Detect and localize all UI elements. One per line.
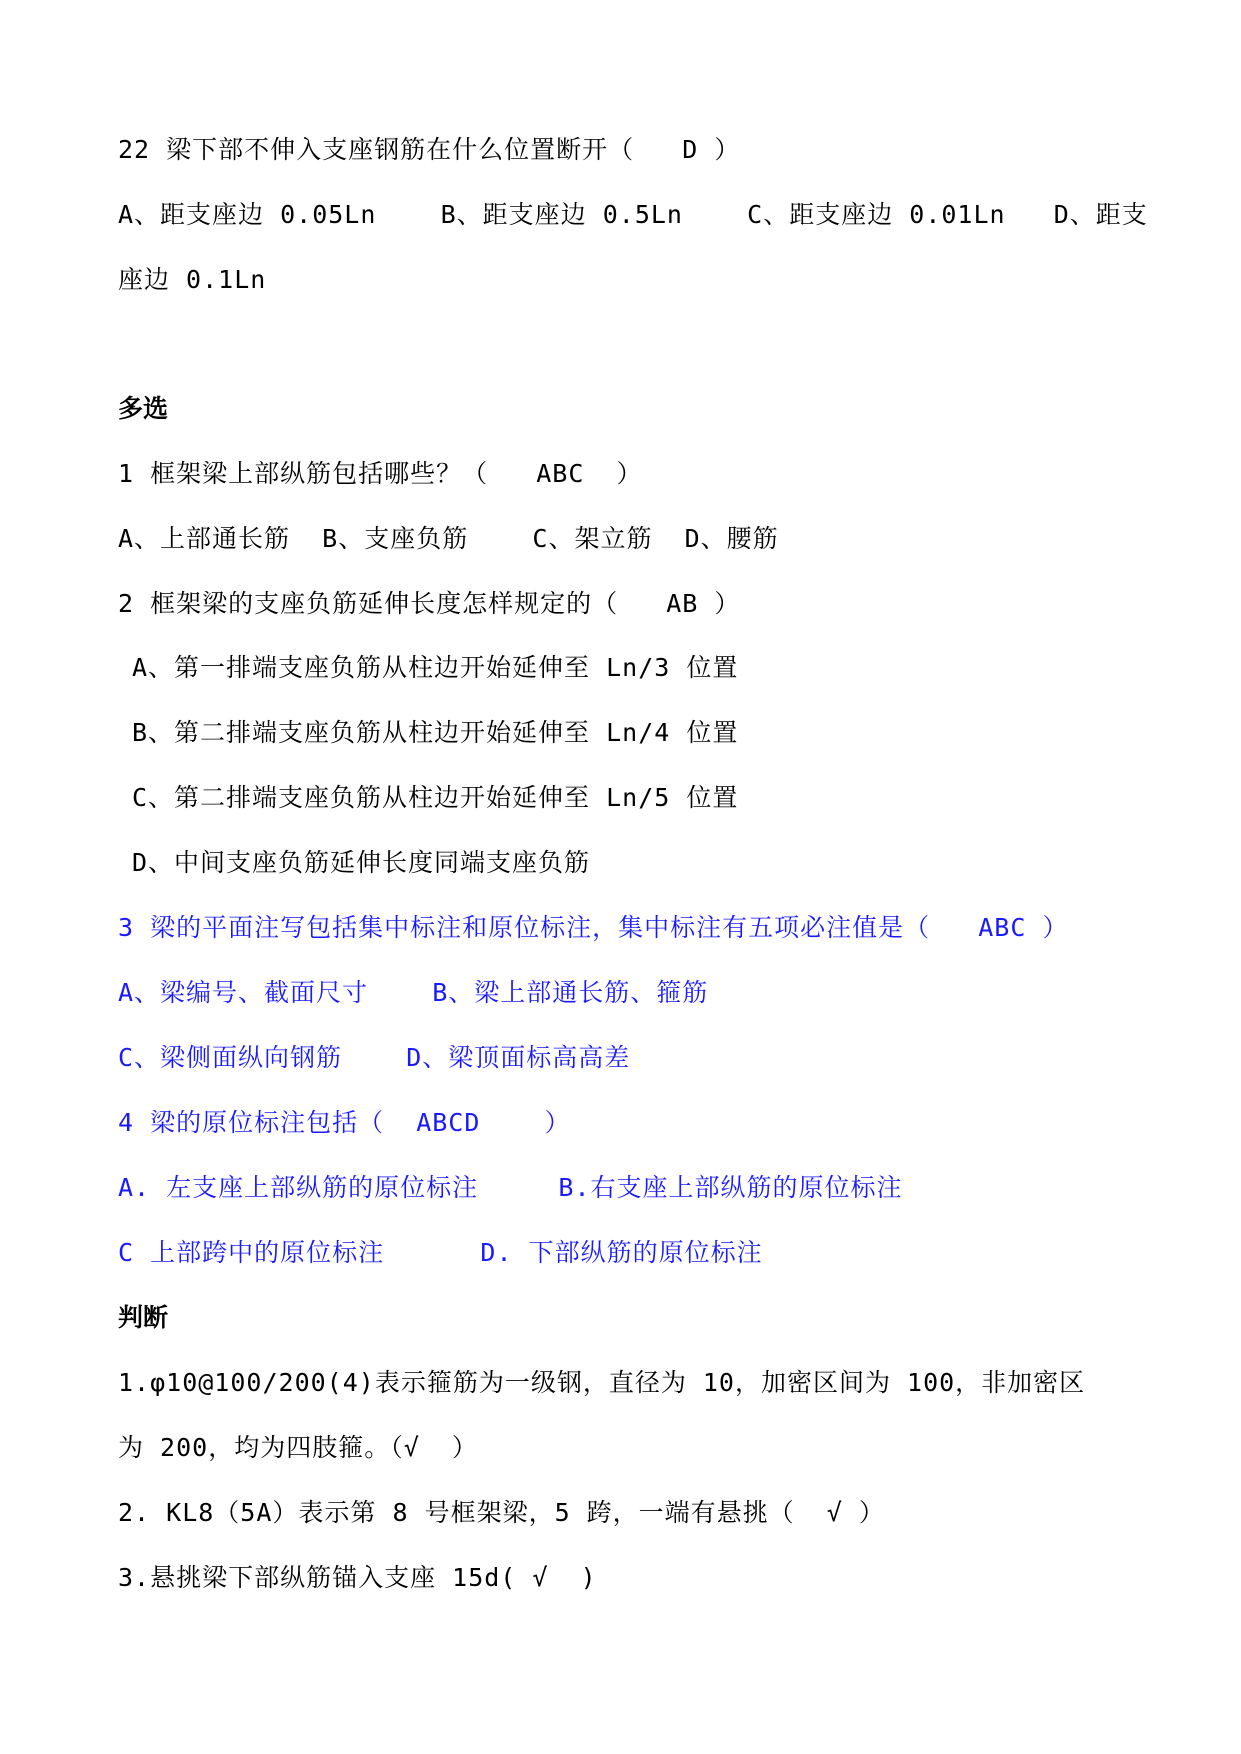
j3: 3.悬挑梁下部纵筋锚入支座 15d( √ ) [118,1563,597,1592]
m4-stem: 4 梁的原位标注包括（ ABCD ） [118,1108,571,1137]
m3-stem: 3 梁的平面注写包括集中标注和原位标注，集中标注有五项必注值是（ ABC ） [118,913,1069,942]
m3-options-line2: C、梁侧面纵向钢筋 D、梁顶面标高高差 [118,1043,631,1072]
m2-option-a: A、第一排端支座负筋从柱边开始延伸至 Ln/3 位置 [132,653,739,682]
j1-line1: 1.φ10@100/200(4)表示箍筋为一级钢，直径为 10，加密区间为 100，非加密区 [118,1368,1086,1397]
j2: 2. KL8（5A）表示第 8 号框架梁，5 跨，一端有悬挑（ √ ） [118,1498,885,1527]
m2-option-c: C、第二排端支座负筋从柱边开始延伸至 Ln/5 位置 [132,783,739,812]
q22-options-line2: 座边 0.1Ln [118,265,267,294]
j1-line2: 为 200，均为四肢箍。（√ ） [118,1433,478,1462]
m2-option-d: D、中间支座负筋延伸长度同端支座负筋 [132,848,591,877]
m4-options-line1: A. 左支座上部纵筋的原位标注 B.右支座上部纵筋的原位标注 [118,1173,903,1202]
m3-options-line1: A、梁编号、截面尺寸 B、梁上部通长筋、箍筋 [118,978,709,1007]
q22-options-line1: A、距支座边 0.05Ln B、距支座边 0.5Ln C、距支座边 0.01Ln D、距支 [118,200,1148,229]
m4-options-line2: C 上部跨中的原位标注 D. 下部纵筋的原位标注 [118,1238,763,1267]
m2-option-b: B、第二排端支座负筋从柱边开始延伸至 Ln/4 位置 [132,718,739,747]
section-heading-multiple-choice: 多选 [118,394,169,423]
m2-stem: 2 框架梁的支座负筋延伸长度怎样规定的（ AB ） [118,589,741,618]
m1-stem: 1 框架梁上部纵筋包括哪些？（ ABC ） [118,459,643,488]
q22-stem: 22 梁下部不伸入支座钢筋在什么位置断开（ D ） [118,135,741,164]
section-heading-true-false: 判断 [118,1303,169,1332]
m1-options: A、上部通长筋 B、支座负筋 C、架立筋 D、腰筋 [118,524,779,553]
